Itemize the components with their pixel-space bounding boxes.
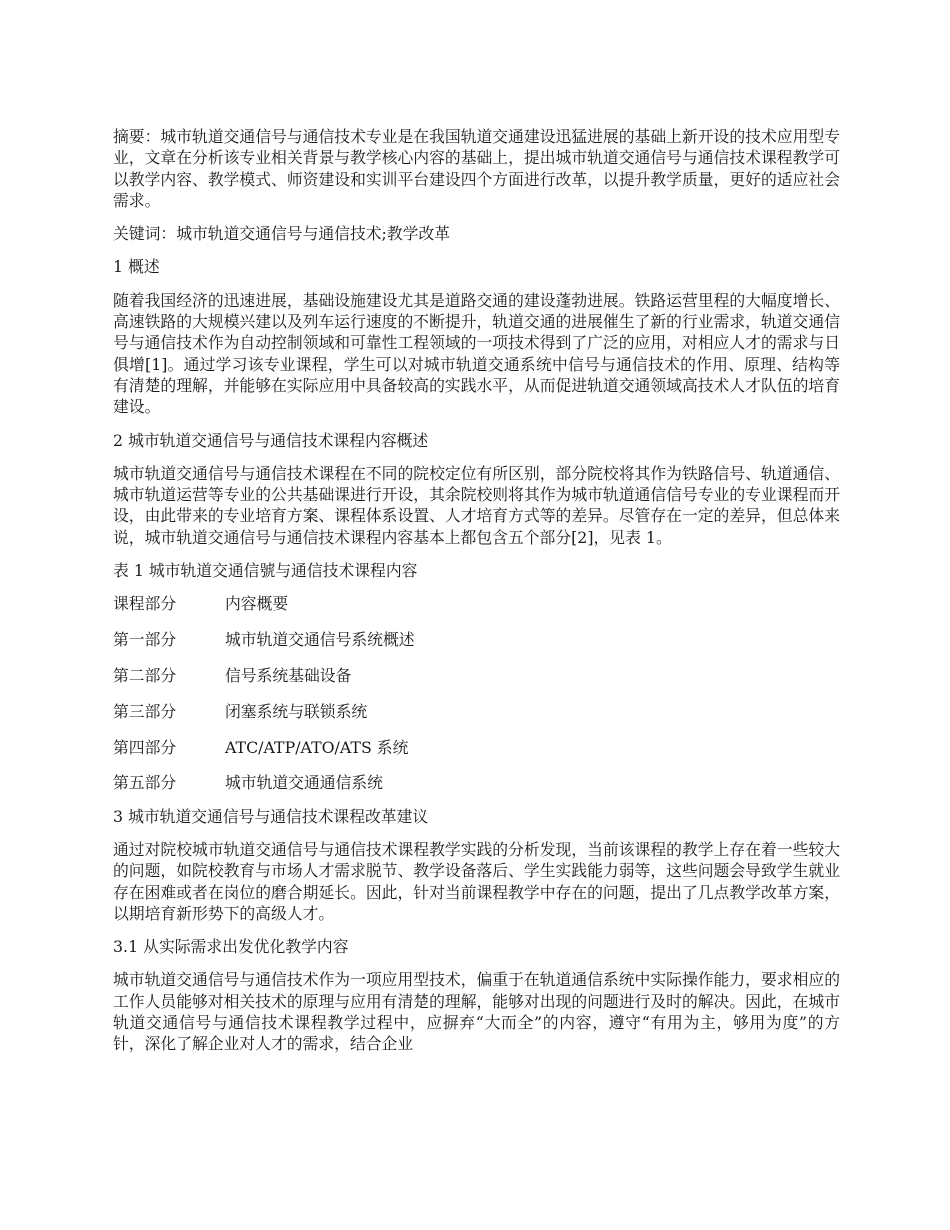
table-header-row — [113, 593, 840, 614]
table-1-caption: 表 1 城市轨道交通信號与通信技术课程内容 — [113, 561, 418, 581]
table-cell-part: 第三部分 — [113, 701, 177, 721]
table-cell-content: 信号系统基础设备 — [225, 665, 352, 685]
table-cell-content: 闭塞系统与联锁系统 — [225, 701, 368, 721]
section-2-body: 城市轨道交通信号与通信技术课程在不同的院校定位有所区别，部分院校将其作为铁路信号、轨道通信、城市轨道运营等专业的公共基础课进行开设，其余院校则将其作为城市轨道通信信号专业的专业课程而开设，由此带来的专业培育方案、课程体系设置、人才培育方式等的差异。尽管存在一定的差异，但总体来说，城市轨道交通信号与通信技术课程内容基本上都包含五个部分[2]，见表 1。 — [113, 463, 840, 547]
section-3-1-body: 城市轨道交通信号与通信技术作为一项应用型技术，偏重于在轨道通信系统中实际操作能力，要求相应的工作人员能够对相关技术的原理与应用有清楚的理解，能够对出现的问题进行及时的解决。因此，在城市轨道交通信号与通信技术课程教学过程中，应摒弃“大而全”的内容，遵守“有用为主，够用为度”的方针，深化了解企业对人才的需求，结合企业 — [113, 970, 840, 1054]
section-1-heading: 1 概述 — [113, 257, 160, 277]
table-cell-content: ATC/ATP/ATO/ATS 系统 — [225, 737, 409, 757]
section-1-body: 随着我国经济的迅速进展，基础设施建设尤其是道路交通的建设蓬勃进展。铁路运营里程的大幅度增长、高速铁路的大规模兴建以及列车运行速度的不断提升，轨道交通的进展催生了新的行业需求，轨道交通信号与通信技术作为自动控制领域和可靠性工程领域的一项技术得到了广泛的应用，对相应人才的需求与日俱增[1]。通过学习该专业课程，学生可以对城市轨道交通系统中信号与通信技术的作用、原理、结构等有清楚的理解，并能够在实际应用中具备较高的实践水平，从而促进轨道交通领域高技术人才队伍的培育建设。 — [113, 290, 840, 417]
table-row — [113, 737, 840, 758]
table-header-course-part: 课程部分 — [113, 594, 177, 614]
section-3-heading: 3 城市轨道交通信号与通信技术课程改革建议 — [113, 806, 429, 826]
section-3-1-heading: 3.1 从实际需求出发优化教学内容 — [113, 937, 349, 957]
course-content-table — [113, 593, 840, 793]
keywords-line: 关键词：城市轨道交通信号与通信技术;教学改革 — [113, 224, 451, 244]
section-3-body: 通过对院校城市轨道交通信号与通信技术课程教学实践的分析发现，当前该课程的教学上存在着一些较大的问题，如院校教育与市场人才需求脱节、教学设备落后、学生实践能力弱等，这些问题会导致学生就业存在困难或者在岗位的磨合期延长。因此，针对当前课程教学中存在的问题，提出了几点教学改革方案，以期培育新形势下的高级人才。 — [113, 839, 840, 923]
table-cell-part: 第二部分 — [113, 665, 177, 685]
table-header-content-summary: 内容概要 — [225, 594, 289, 614]
table-row — [113, 629, 840, 650]
table-cell-content: 城市轨道交通信号系统概述 — [225, 630, 415, 650]
table-cell-content: 城市轨道交通通信系统 — [225, 773, 383, 793]
document-page — [113, 126, 840, 1067]
table-cell-part: 第五部分 — [113, 773, 177, 793]
abstract-paragraph: 摘要：城市轨道交通信号与通信技术专业是在我国轨道交通建设迅猛进展的基础上新开设的技术应用型专业，文章在分析该专业相关背景与教学核心内容的基础上，提出城市轨道交通信号与通信技术课程教学可以教学内容、教学模式、师资建设和实训平台建设四个方面进行改革，以提升教学质量，更好的适应社会需求。 — [113, 127, 840, 210]
table-row — [113, 701, 840, 722]
table-cell-part: 第四部分 — [113, 737, 177, 757]
table-row — [113, 772, 840, 793]
table-row — [113, 665, 840, 686]
section-2-heading: 2 城市轨道交通信号与通信技术课程内容概述 — [113, 430, 429, 450]
table-cell-part: 第一部分 — [113, 630, 177, 650]
